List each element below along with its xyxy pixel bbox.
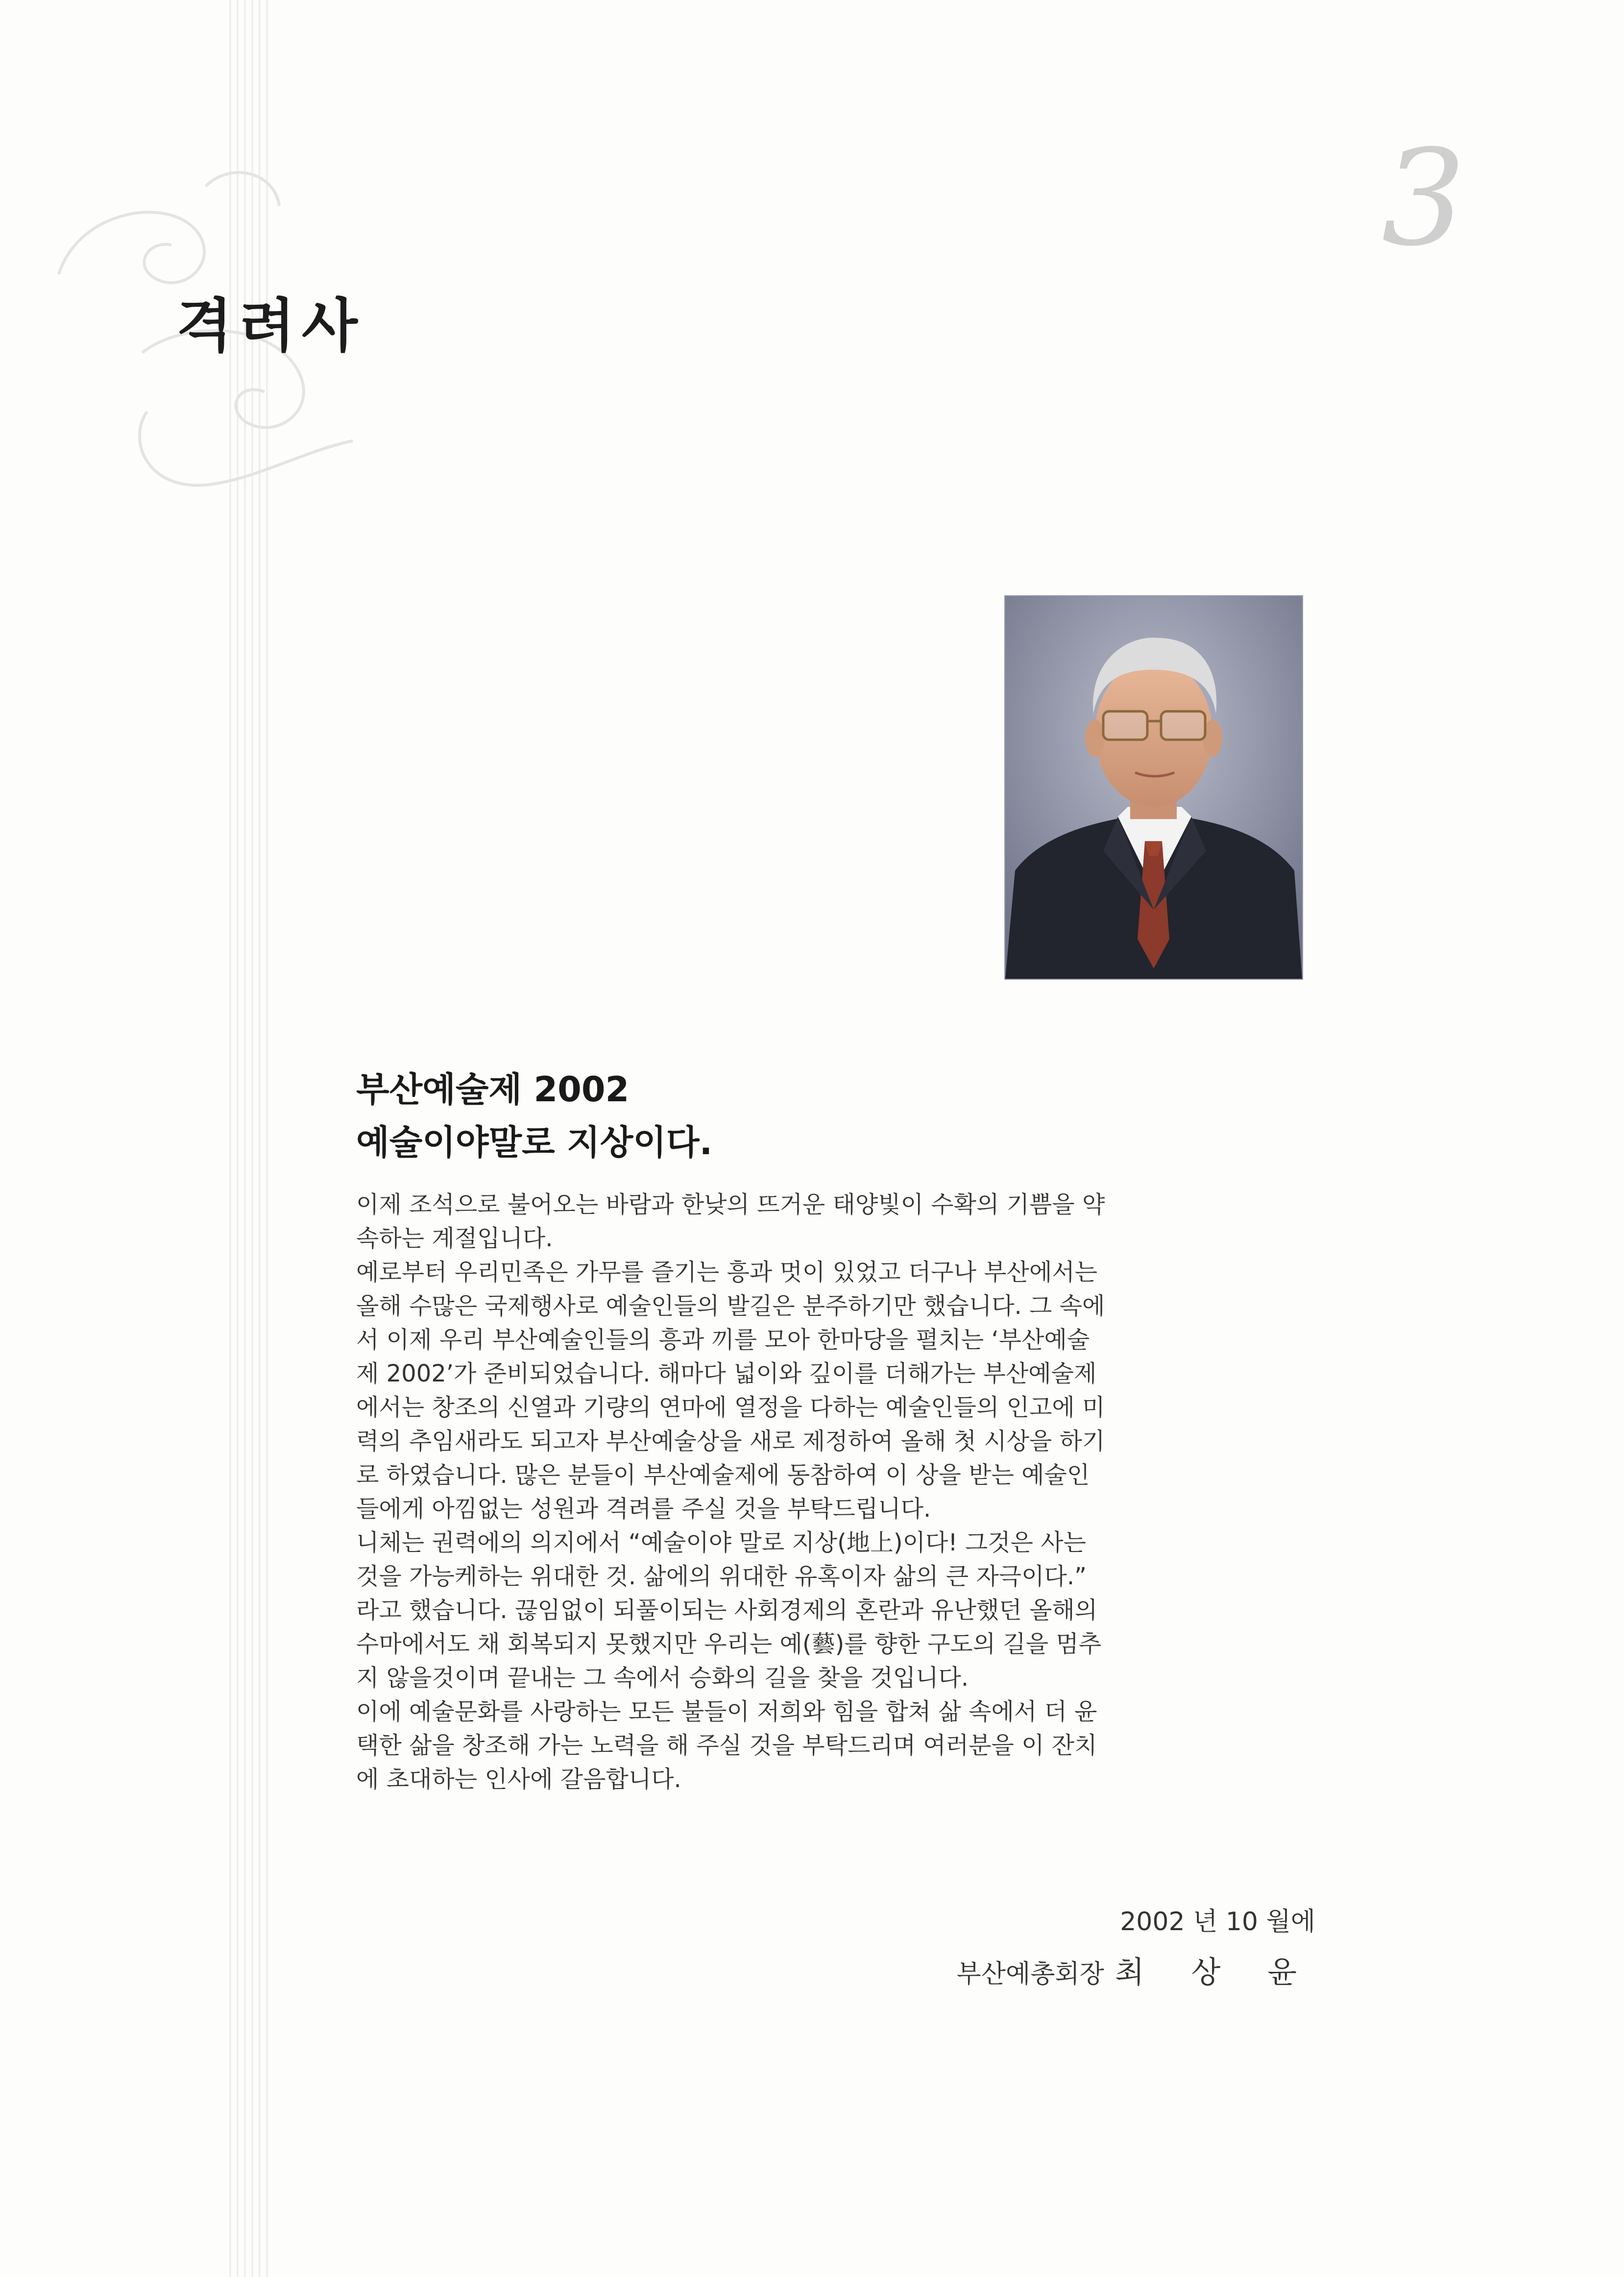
body-line: 에 초대하는 인사에 갈음합니다. — [356, 1766, 681, 1793]
body-line: 로 하였습니다. 많은 분들이 부산예술제에 동참하여 이 상을 받는 예술인 — [356, 1461, 1090, 1489]
signature-name: 최 상 윤 — [1115, 1954, 1315, 1990]
body-line: 이제 조석으로 불어오는 바람과 한낮의 뜨거운 태양빛이 수확의 기쁨을 약 — [356, 1191, 1105, 1218]
letter-date: 2002 년 10 월에 — [1120, 1907, 1315, 1937]
letter-body — [356, 1188, 1316, 1796]
page-title: 격려사 — [176, 292, 364, 360]
subtitle-line-1: 부산예술제 2002 — [356, 1069, 630, 1110]
letter-subtitle — [356, 1063, 712, 1169]
body-line: 예로부터 우리민족은 가무를 즐기는 흥과 멋이 있었고 더구나 부산에서는 — [356, 1259, 1098, 1286]
page-number: 3 — [1382, 121, 1466, 275]
portrait-photo — [1004, 595, 1303, 980]
body-line: 택한 삶을 창조해 가는 노력을 해 주실 것을 부탁드리며 여러분을 이 잔치 — [356, 1732, 1097, 1759]
body-line: 에서는 창조의 신열과 기량의 연마에 열정을 다하는 예술인들의 인고에 미 — [356, 1394, 1105, 1421]
signature — [957, 1948, 1316, 1991]
body-line: 속하는 계절입니다. — [356, 1225, 553, 1252]
body-line: 니체는 권력에의 의지에서 “예술이야 말로 지상(地上)이다! 그것은 사는 — [356, 1529, 1086, 1556]
body-line: 서 이제 우리 부산예술인들의 흥과 끼를 모아 한마당을 펼치는 ‘부산예술 — [356, 1326, 1090, 1354]
body-line: 지 않을것이며 끝내는 그 속에서 승화의 길을 찾을 것입니다. — [356, 1664, 969, 1692]
body-line: 들에게 아낌없는 성원과 격려를 주실 것을 부탁드립니다. — [356, 1495, 931, 1523]
subtitle-line-2: 예술이야말로 지상이다. — [356, 1122, 713, 1163]
signature-title: 부산예총회장 — [956, 1960, 1104, 1989]
body-line: 수마에서도 채 회복되지 못했지만 우리는 예(藝)를 향한 구도의 길을 멈추 — [356, 1630, 1102, 1658]
body-line: 라고 했습니다. 끊임없이 되풀이되는 사회경제의 혼란과 유난했던 올해의 — [356, 1597, 1098, 1624]
body-line: 것을 가능케하는 위대한 것. 삶에의 위대한 유혹이자 삶의 큰 자극이다.” — [356, 1563, 1087, 1590]
body-line: 이에 예술문화를 사랑하는 모든 불들이 저희와 힘을 합쳐 삶 속에서 더 윤 — [356, 1698, 1097, 1725]
body-line: 올해 수많은 국제행사로 예술인들의 발길은 분주하기만 했습니다. 그 속에 — [356, 1292, 1105, 1320]
body-line: 력의 추임새라도 되고자 부산예술상을 새로 제정하여 올해 첫 시상을 하기 — [356, 1428, 1105, 1455]
body-line: 제 2002’가 준비되었습니다. 해마다 넓이와 깊이를 더해가는 부산예술제 — [356, 1360, 1097, 1387]
